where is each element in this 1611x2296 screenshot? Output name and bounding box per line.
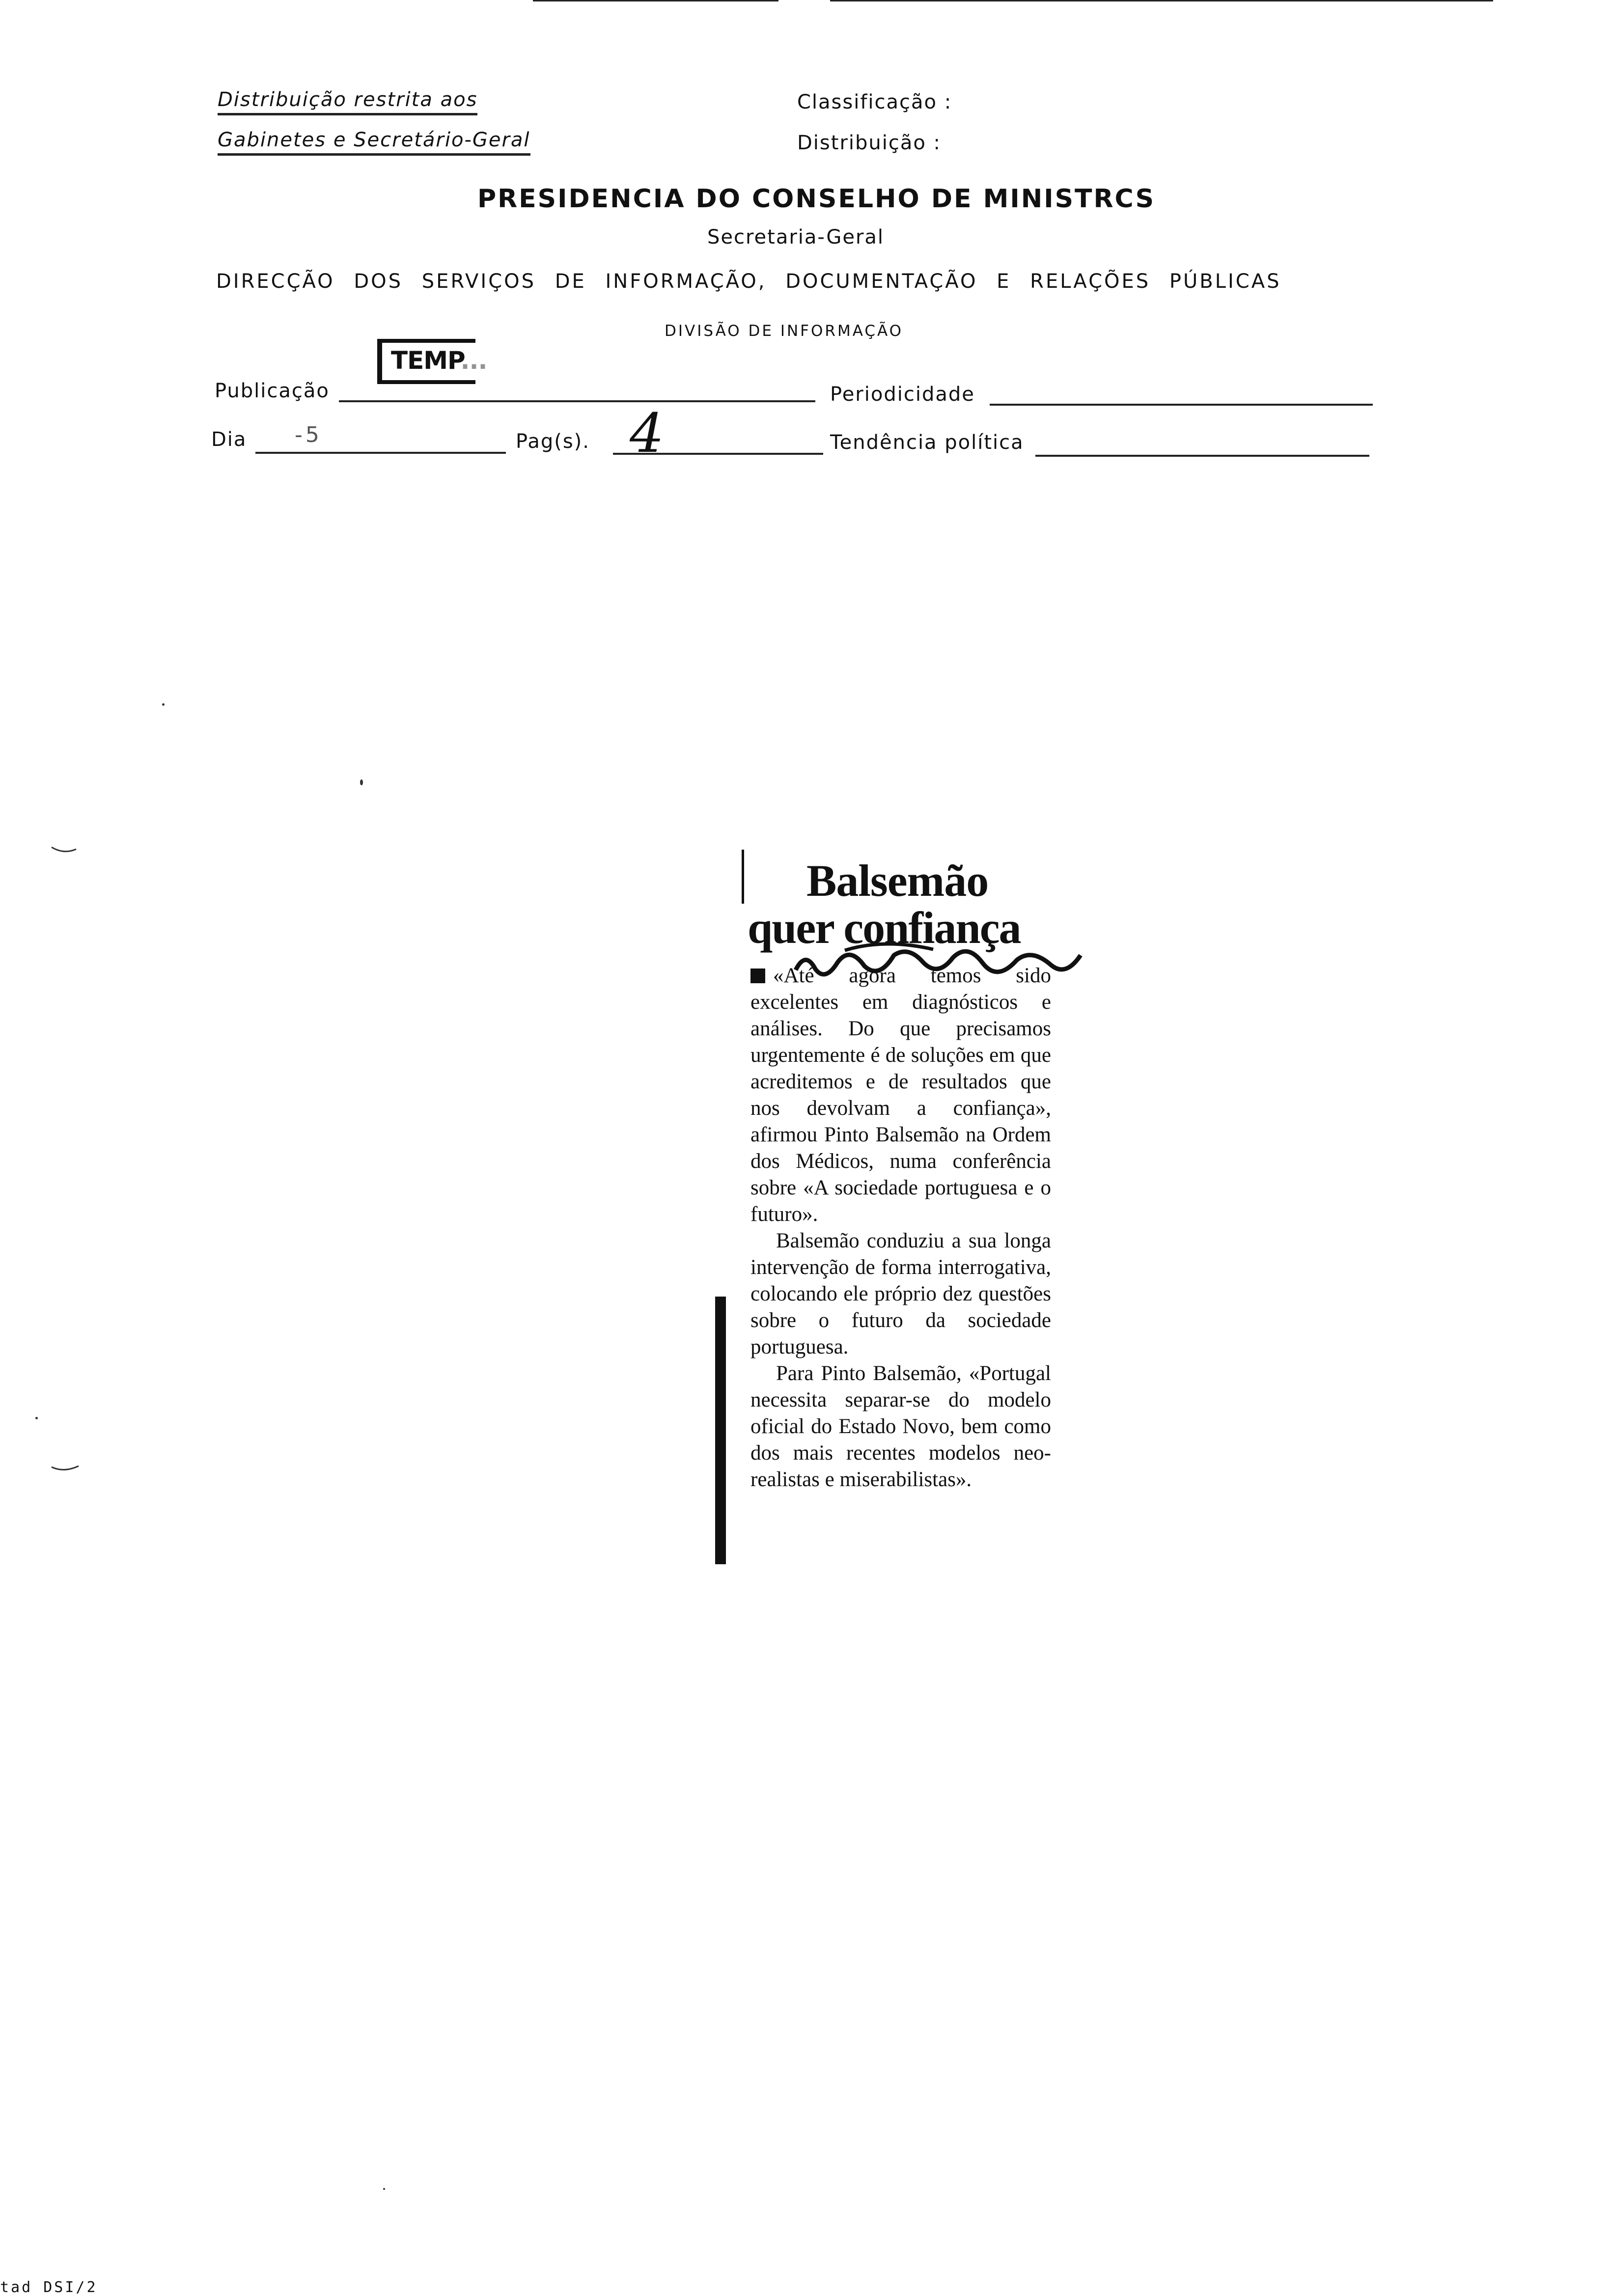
scan-speck: [360, 779, 363, 785]
publication-stamp-faded: ...: [460, 346, 487, 375]
publication-label: Publicação: [215, 380, 330, 402]
article-paragraph: «Até agora temos sido excelentes em diagnósticos e análises. Do que precisamos urgentemente é de soluções em que acreditemos e de resultados que nos devolvam a confiança», afirmou Pinto Balsemão na Ordem dos Médicos, numa conferência sobre «A sociedade portuguesa e o futuro».: [750, 964, 1051, 1226]
scan-mark: [49, 842, 88, 857]
political-tendency-label: Tendência política: [830, 431, 1024, 454]
pages-label: Pag(s).: [516, 430, 590, 453]
distribution-label: Distribuição :: [797, 132, 942, 154]
division-name: DIVISÃO DE INFORMAÇÃO: [665, 322, 904, 340]
article-headline-line2: quer confiança: [748, 903, 1021, 953]
article-paragraph: Balsemão conduziu a sua longa intervenção de forma interrogativa, colocando ele próprio dez questões sobre o futuro da sociedade portuguesa.: [750, 1229, 1051, 1358]
political-tendency-field-line: [1035, 455, 1369, 457]
publication-stamp: [377, 339, 487, 384]
day-value: -5: [295, 422, 322, 447]
organization-subtitle: Secretaria-Geral: [707, 226, 885, 249]
footer-code: tad DSI/2: [0, 2279, 98, 2296]
day-label: Dia: [211, 428, 247, 451]
article-headline-line1: Balsemão: [806, 856, 989, 906]
pages-value-handwritten: 4: [630, 402, 664, 465]
classification-label: Classificação :: [797, 91, 952, 113]
organization-title: PRESIDENCIA DO CONSELHO DE MINISTRCS: [477, 184, 1156, 214]
clipping-border-top: [742, 850, 744, 904]
top-edge-line: [830, 0, 1493, 1]
clipping-border-bottom: [715, 1297, 726, 1564]
restricted-distribution-line1: Distribuição restrita aos: [218, 88, 477, 115]
article-paragraph: Para Pinto Balsemão, «Portugal necessita separar-se do modelo oficial do Estado Novo, bem como dos mais recentes modelos neo-realistas e miserabilistas».: [750, 1362, 1051, 1491]
bullet-square-icon: [750, 968, 765, 983]
periodicity-field-line: [990, 404, 1373, 406]
restricted-distribution-line2: Gabinetes e Secretário-Geral: [218, 129, 530, 156]
scan-speck: [35, 1417, 38, 1419]
directorate-name: DIRECÇÃO DOS SERVIÇOS DE INFORMAÇÃO, DOCUMENTAÇÃO E RELAÇÕES PÚBLICAS: [216, 270, 1281, 293]
article-body: [750, 963, 1051, 1493]
day-field-line: [255, 452, 506, 454]
top-edge-line: [533, 0, 778, 1]
scan-speck: [162, 703, 165, 706]
periodicity-label: Periodicidade: [830, 383, 975, 406]
publication-field-line: [339, 400, 815, 402]
publication-stamp-text: TEMP: [391, 346, 461, 375]
scan-speck: [383, 2188, 385, 2190]
scan-mark: [49, 1461, 88, 1476]
